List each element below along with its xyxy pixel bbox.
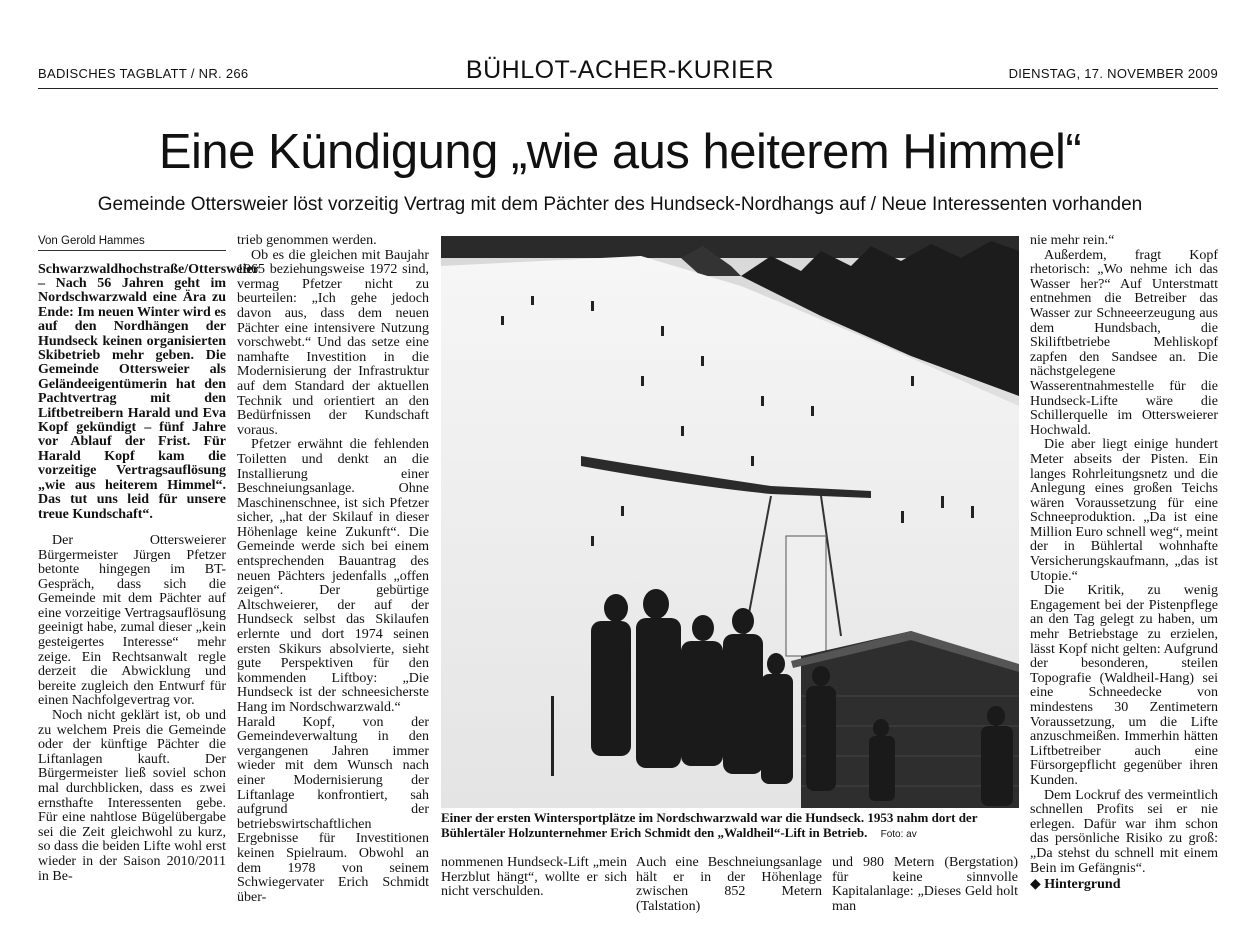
column-5 bbox=[832, 856, 1018, 914]
photo-caption bbox=[441, 810, 1026, 842]
byline: Von Gerold Hammes bbox=[38, 234, 226, 251]
lead-paragraph: Schwarzwaldhochstraße/Ottersweier – Nach 56 Jahren geht im Nordschwarzwald eine Ära zu Ende: Im neuen Winter wird es auf den Nordhängen der Hundseck keinen organisierten Skibetrieb mehr geben. Die Gemeinde Ottersweier als Geländeeigentümerin hat den Pachtvertrag mit den Liftbetreibern Harald und Eva Kopf gekündigt – fünf Jahre vor Ablauf der Frist. Für Harald Kopf kam die vorzeitige Vertragsauflösung „wie aus heiterem Himmel“. Das tut uns leid für unsere treue Kundschaft“. bbox=[38, 261, 259, 522]
column-3 bbox=[441, 856, 627, 900]
headline: Eine Kündigung „wie aus heiterem Himmel“ bbox=[158, 125, 1082, 179]
paragraph: Pfetzer erwähnt die fehlenden Toiletten und denkt an die Installierung einer Beschneiungsanlage. Ohne Maschinenschnee, ist sich Pfetzer sicher, „hat der Skilauf in dieser Höhenlage keine Zukunft“. Die Gemeinde werde sich bei einem entsprechenden Bauantrag des neuen Pächters jedenfalls „offen zeigen“. Der gebürtige Altschweierer, der auf der Hundseck selbst das Skilaufen erlernte und dort 1974 seinen ersten Skikurs absolvierte, sieht gute Perspektiven für den kommenden Liftboy: „Die Hundseck ist der schneesicherste Hang im Nordschwarzwald.“ bbox=[237, 437, 429, 715]
paragraph: nommenen Hundseck-Lift „mein Herzblut hängt“, wollte er sich nicht verschulden. bbox=[441, 855, 627, 900]
column-4 bbox=[636, 856, 822, 914]
section-title: BÜHLOT-ACHER-KURIER bbox=[465, 56, 775, 84]
photo-credit: Foto: av bbox=[880, 829, 917, 840]
paragraph: Harald Kopf, von der Gemeindeverwaltung in den vergangenen Jahren immer wieder mit dem Wunsch nach einer Modernisierung der Liftanlage konfrontiert, sah aufgrund der betriebswirtschaftlichen Ergebnisse für Investitionen keinen Spielraum. Obwohl an dem 1978 von seinem Schwiegervater Erich Schmidt über- bbox=[237, 714, 429, 905]
paragraph: Die aber liegt einige hundert Meter abseits der Pisten. Ein langes Rohrleitungsnetz und die Anlegung eines großen Teichs wären Voraussetzung für eine Schneeproduktion. „Da ist eine Million Euro schnell weg“, meint der in Bühlertal wohnhafte Versicherungskaufmann, „das ist Utopie.“ bbox=[1030, 437, 1218, 584]
paper-name: BADISCHES TAGBLATT / NR. 266 bbox=[38, 66, 249, 81]
subheadline: Gemeinde Ottersweier löst vorzeitig Vertrag mit dem Pächter des Hundseck-Nordhangs auf / Neue Interessenten vorhanden bbox=[97, 194, 1143, 215]
column-6 bbox=[1030, 234, 1218, 893]
diamond-icon: ◆ bbox=[1030, 877, 1041, 893]
caption-text: Einer der ersten Wintersportplätze im Nordschwarzwald war die Hundseck. 1953 nahm dort der Bühlertäler Holzunternehmer Erich Schmidt den „Waldheil“-Lift in Betrieb. bbox=[441, 810, 978, 840]
paragraph: Ob es die gleichen mit Baujahr 1965 beziehungsweise 1972 sind, vermag Pfetzer nicht zu beurteilen: „Ich gehe jedoch davon aus, dass dem neuen Pächter eine intensivere Nutzung vorschwebt.“ Und das setze eine namhafte Investition in die Modernisierung der Infrastruktur auf dem Standard der aktuellen Technik und orientiert an den Bedürfnissen der Kundschaft voraus. bbox=[237, 247, 429, 438]
paragraph: Dem Lockruf des vermeintlich schnellen Profits sei er nie erlegen. Dafür war ihm schon das persönliche Risiko zu groß: „Da stehst du schnell mit einem Bein im Gefängnis“. bbox=[1030, 787, 1218, 876]
header-rule bbox=[38, 88, 1218, 89]
issue-date: DIENSTAG, 17. NOVEMBER 2009 bbox=[1008, 66, 1218, 81]
paragraph: Der Ottersweierer Bürgermeister Jürgen Pfetzer betonte hingegen im BT-Gespräch, dass sich die Gemeinde mit dem Pächter auf eine vorzeitige Vertragsauflösung geeinigt habe, zumal dieser „kein gesteigertes Interesse“ mehr zeige. Ein Rechtsanwalt regle derzeit die Abwicklung und bereite zugleich den Entwurf für einen Nachfolgevertrag vor. bbox=[38, 532, 226, 709]
column-1 bbox=[38, 234, 259, 884]
ski-slope-photo bbox=[441, 236, 1019, 808]
paragraph: nie mehr rein.“ bbox=[1030, 233, 1115, 248]
paragraph: trieb genommen werden. bbox=[237, 233, 377, 248]
column-2 bbox=[237, 234, 429, 905]
related-link[interactable] bbox=[1030, 878, 1218, 893]
related-label: Hintergrund bbox=[1044, 877, 1121, 893]
paragraph: und 980 Metern (Bergstation) für keine sinnvolle Kapitalanlage: „Dieses Geld holt man bbox=[832, 855, 1018, 914]
paragraph: Die Kritik, zu wenig Engagement bei der Pistenpflege an den Tag gelegt zu haben, um mehr Betriebstage zu erzielen, lässt Kopf nicht gelten: Aufgrund der besonderen, steilen Topografie (Waldheil-Hang) sei eine Schneedecke von mindestens 30 Zentimetern Voraussetzung, um die Lifte anzuschmeißen. Immerhin hätten Liftbetreiber auch eine Fürsorgepflicht gegenüber ihren Kunden. bbox=[1030, 583, 1218, 788]
paragraph: Auch eine Beschneiungsanlage hält er in der Höhenlage zwischen 852 Metern (Talstation) bbox=[636, 855, 822, 914]
paragraph: Außerdem, fragt Kopf rhetorisch: „Wo nehme ich das Wasser her?“ Auf Unterstmatt entnehmen die Betreiber das Wasser zur Schneeerzeugung aus dem Hundsbach, die Skiliftbetriebe Mehliskopf zapfen den Sandsee an. Die nächstgelegene Wasserentnahmestelle für die Hundseck-Lifte wäre die Schillerquelle im Ottersweierer Hochwald. bbox=[1030, 247, 1218, 438]
paragraph: Noch nicht geklärt ist, ob und zu welchem Preis die Gemeinde oder der künftige Pächter die Liftanlagen kauft. Der Bürgermeister ließ soviel schon mal durchblicken, dass es zwei ernsthafte Interessenten gebe. Für eine nahtlose Bügelübergabe sei die Zeit gleichwohl zu kurz, so dass die beiden Lifte wohl erst wieder in der Saison 2010/2011 in Be- bbox=[38, 708, 226, 884]
